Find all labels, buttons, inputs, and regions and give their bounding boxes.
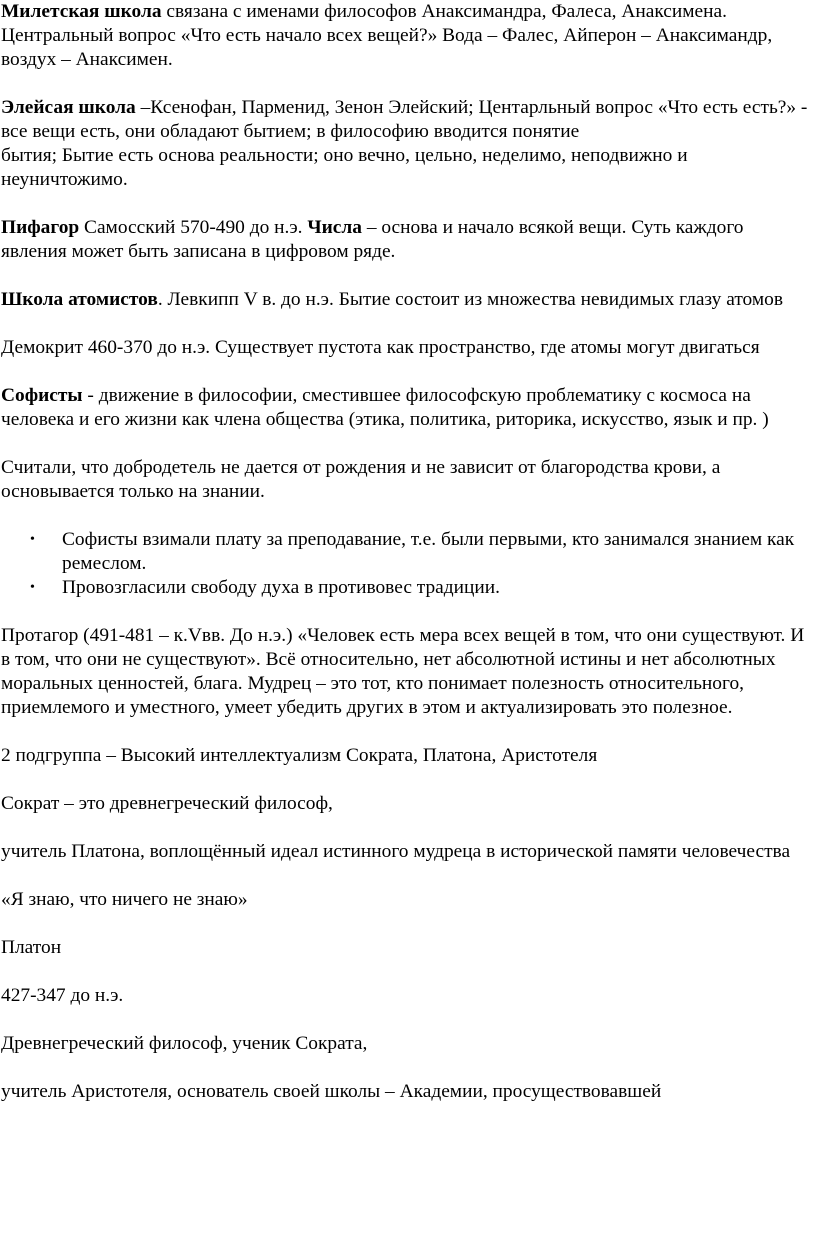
bullet-list bbox=[1, 528, 813, 600]
paragraph-plato-dates: 427-347 до н.э. bbox=[1, 985, 124, 1006]
list-item-text: Провозгласили свободу духа в противовес традиции. bbox=[62, 577, 501, 598]
paragraph-miletus-school bbox=[1, 0, 813, 72]
paragraph-sophists bbox=[1, 384, 813, 432]
pythagoras-text-2: – основа и начало всякой вещи. Суть каждого явления может быть записана в цифровом ряде. bbox=[1, 217, 744, 262]
paragraph-atomists bbox=[1, 288, 813, 312]
paragraph-democritus: Демокрит 460-370 до н.э. Существует пустота как пространство, где атомы могут двигаться bbox=[1, 337, 760, 358]
term-eleatic-school: Элейсая школа bbox=[1, 97, 136, 118]
term-pythagoras: Пифагор bbox=[1, 217, 80, 238]
paragraph-socrates-quote: «Я знаю, что ничего не знаю» bbox=[1, 889, 248, 910]
paragraph-virtue: Считали, что добродетель не дается от рождения и не зависит от благородства крови, а основывается только на знании. bbox=[1, 457, 721, 502]
term-miletus-school: Милетская школа bbox=[1, 1, 162, 22]
paragraph-plato-student: Древнегреческий философ, ученик Сократа, bbox=[1, 1033, 368, 1054]
paragraph-pythagoras bbox=[1, 216, 813, 264]
paragraph-plato: Платон bbox=[1, 937, 62, 958]
paragraph-plato-teacher: учитель Аристотеля, основатель своей школы – Академии, просуществовавшей bbox=[1, 1081, 662, 1102]
miletus-school-text: связана с именами философов Анаксимандра, Фалеса, Анаксимена. Центральный вопрос «Что есть начало всех вещей?» Вода – Фалес, Айперон – Анаксимандр, воздух – Анаксимен. bbox=[1, 1, 773, 70]
sophists-text: - движение в философии, сместившее философскую проблематику с космоса на человека и его жизни как члена общества (этика, политика, риторика, искусство, язык и пр. ) bbox=[1, 385, 769, 430]
atomists-text: . Левкипп V в. до н.э. Бытие состоит из множества невидимых глазу атомов bbox=[157, 289, 783, 310]
term-numbers: Числа bbox=[307, 217, 362, 238]
list-item-text: Софисты взимали плату за преподавание, т.е. были первыми, кто занимался знанием как ремеслом. bbox=[62, 529, 795, 574]
list-item bbox=[1, 576, 813, 600]
eleatic-school-text-2: бытия; Бытие есть основа реальности; оно вечно, цельно, неделимо, неподвижно и неуничтожимо. bbox=[1, 145, 688, 190]
paragraph-eleatic-school bbox=[1, 96, 813, 192]
list-item bbox=[1, 528, 813, 576]
term-sophists: Софисты bbox=[1, 385, 83, 406]
paragraph-subgroup-2: 2 подгруппа – Высокий интеллектуализм Сократа, Платона, Аристотеля bbox=[1, 745, 598, 766]
bullet-icon: • bbox=[30, 580, 35, 595]
eleatic-school-text-1: –Ксенофан, Парменид, Зенон Элейский; Центарльный вопрос «Что есть есть?» - все вещи есть, они обладают бытием; в философию вводится понятие bbox=[1, 97, 808, 142]
paragraph-socrates-teacher: учитель Платона, воплощённый идеал истинного мудреца в исторической памяти человечества bbox=[1, 841, 791, 862]
bullet-icon: • bbox=[30, 532, 35, 547]
paragraph-protagoras: Протагор (491-481 – к.Vвв. До н.э.) «Человек есть мера всех вещей в том, что они существуют. И в том, что они не существуют». Всё относительно, нет абсолютной истины и нет абсолютных моральных ценностей, блага. Мудрец – это тот, кто понимает полезность относительного, приемлемого и уместного, умеет убедить других в этом и актуализировать это полезное. bbox=[1, 625, 805, 718]
paragraph-socrates: Сократ – это древнегреческий философ, bbox=[1, 793, 333, 814]
pythagoras-text-1: Самосский 570-490 до н.э. bbox=[79, 217, 308, 238]
term-atomists: Школа атомистов bbox=[1, 289, 158, 310]
